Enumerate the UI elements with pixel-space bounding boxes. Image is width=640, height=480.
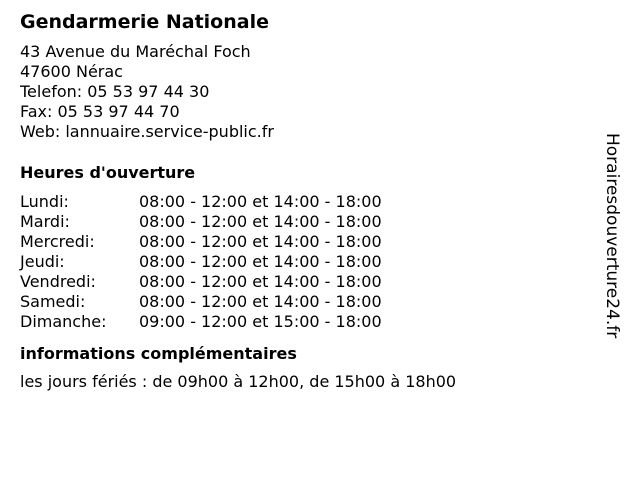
hours-row-vendredi [20, 272, 580, 292]
hours-value: 08:00 - 12:00 et 14:00 - 18:00 [139, 232, 382, 251]
hours-row-samedi [20, 292, 580, 312]
website: Web: lannuaire.service-public.fr [20, 122, 274, 141]
business-name: Gendarmerie Nationale [20, 11, 269, 33]
hours-value: 08:00 - 12:00 et 14:00 - 18:00 [139, 272, 382, 291]
address-line-2: 47600 Nérac [20, 62, 123, 81]
address-line-1: 43 Avenue du Maréchal Foch [20, 42, 251, 61]
day-label: Mercredi: [20, 232, 95, 251]
hours-row-lundi [20, 192, 580, 212]
hours-row-jeudi [20, 252, 580, 272]
day-label: Vendredi: [20, 272, 96, 291]
day-label: Mardi: [20, 212, 70, 231]
day-label: Dimanche: [20, 312, 107, 331]
hours-row-mardi [20, 212, 580, 232]
hours-value: 08:00 - 12:00 et 14:00 - 18:00 [139, 212, 382, 231]
business-card [20, 10, 580, 392]
hours-row-mercredi [20, 232, 580, 252]
hours-value: 09:00 - 12:00 et 15:00 - 18:00 [139, 312, 382, 331]
day-label: Lundi: [20, 192, 69, 211]
additional-info-heading: informations complémentaires [20, 344, 297, 363]
phone-number: Telefon: 05 53 97 44 30 [20, 82, 210, 101]
fax-number: Fax: 05 53 97 44 70 [20, 102, 180, 121]
hours-value: 08:00 - 12:00 et 14:00 - 18:00 [139, 252, 382, 271]
site-watermark: Horairesdouverture24.fr [602, 133, 622, 339]
opening-hours-table [20, 192, 580, 332]
day-label: Jeudi: [20, 252, 65, 271]
opening-hours-heading: Heures d'ouverture [20, 163, 196, 182]
hours-value: 08:00 - 12:00 et 14:00 - 18:00 [139, 192, 382, 211]
hours-value: 08:00 - 12:00 et 14:00 - 18:00 [139, 292, 382, 311]
day-label: Samedi: [20, 292, 86, 311]
additional-info-text: les jours fériés : de 09h00 à 12h00, de 15h00 à 18h00 [20, 372, 457, 391]
hours-row-dimanche [20, 312, 580, 332]
